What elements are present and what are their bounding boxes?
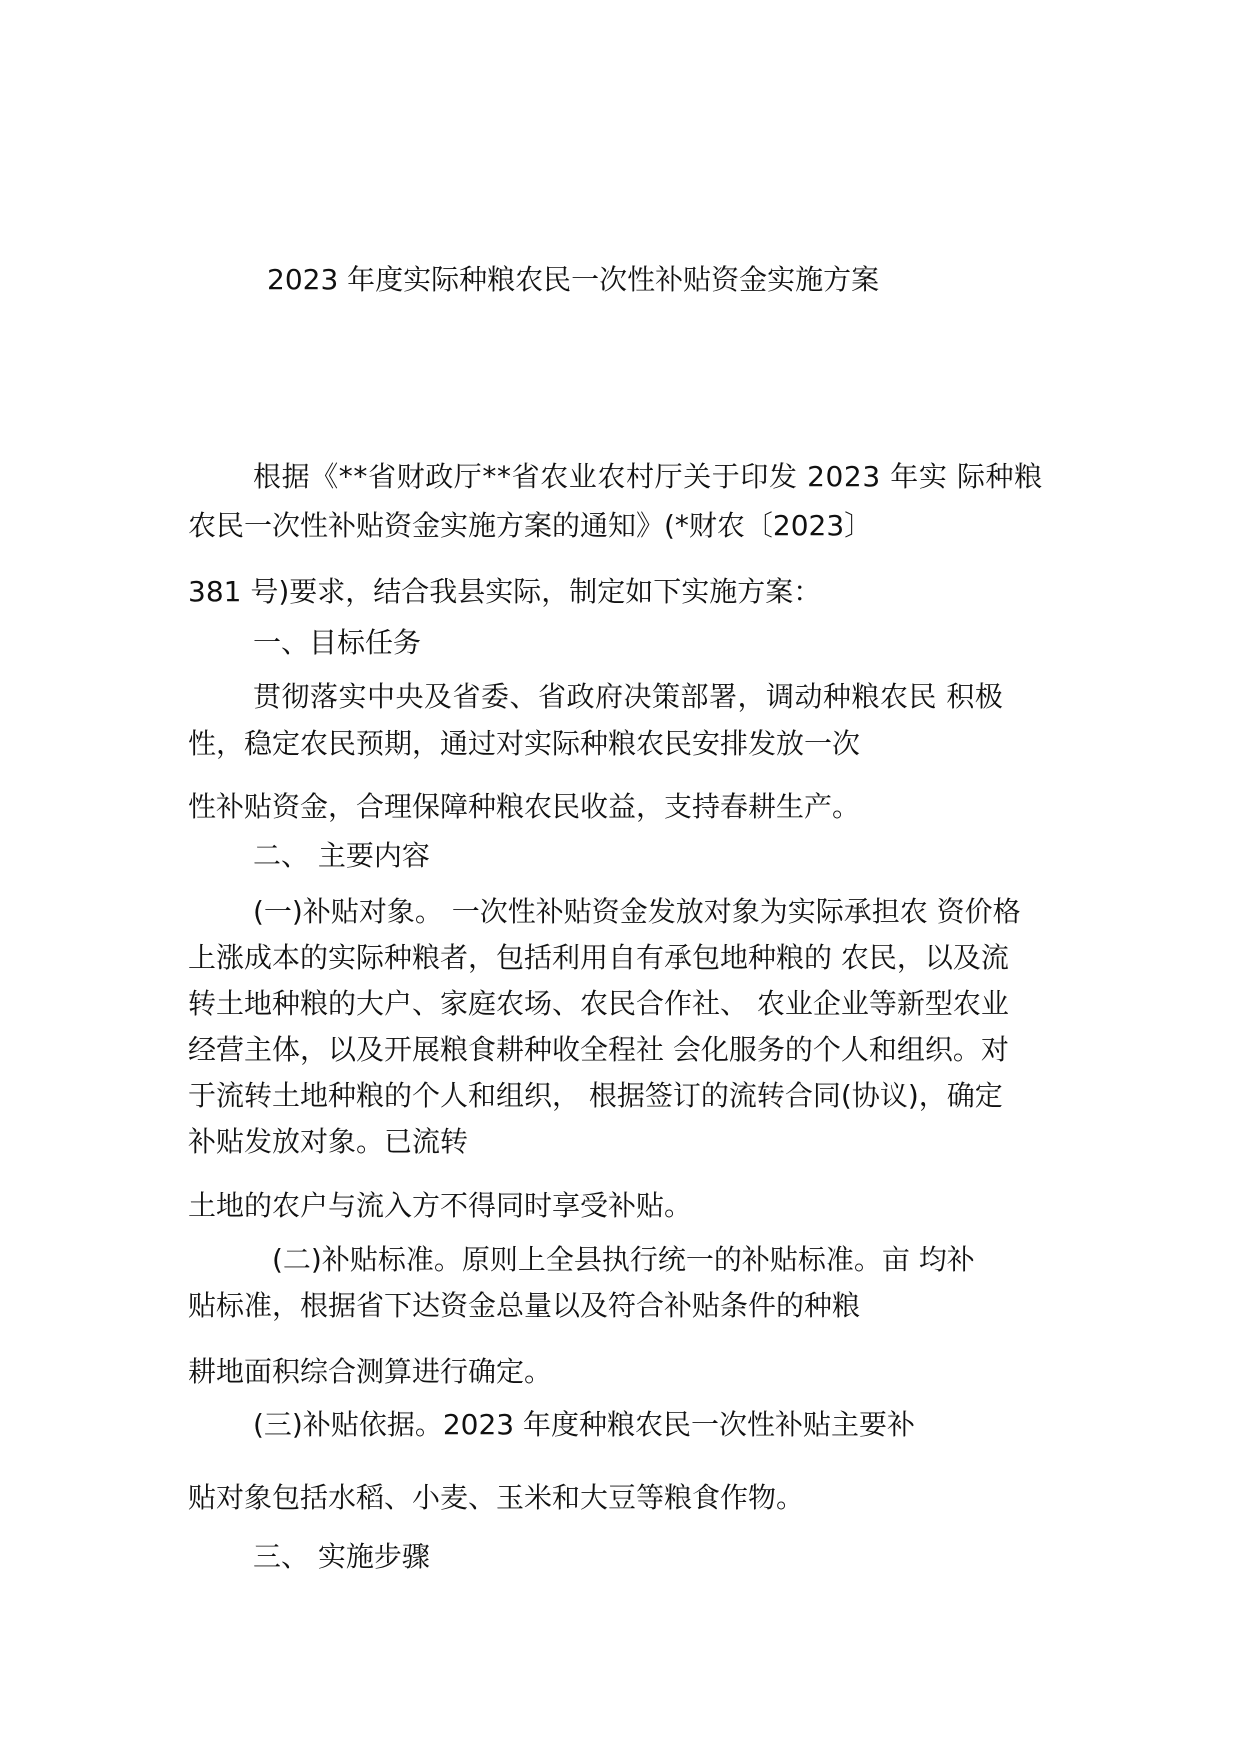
paragraph-line: 农民一次性补贴资金实施方案的通知》(*财农〔2023〕 (188, 509, 873, 542)
paragraph-line: (三)补贴依据。2023 年度种粮农民一次性补贴主要补 (253, 1408, 916, 1441)
section-heading: 一、目标任务 (253, 626, 422, 659)
paragraph-line: (一)补贴对象。 一次性补贴资金发放对象为实际承担农 资价格 (253, 895, 1021, 928)
paragraph-line: 土地的农户与流入方不得同时享受补贴。 (188, 1189, 693, 1222)
paragraph-line: 381 号)要求，结合我县实际，制定如下实施方案： (188, 575, 822, 608)
paragraph-line: 上涨成本的实际种粮者，包括利用自有承包地种粮的 农民，以及流 (188, 941, 1009, 974)
paragraph-line: 贴对象包括水稻、小麦、玉米和大豆等粮食作物。 (188, 1481, 805, 1514)
paragraph-line: 转土地种粮的大户、家庭农场、农民合作社、 农业企业等新型农业 (188, 987, 1009, 1020)
paragraph-line: 贴标准，根据省下达资金总量以及符合补贴条件的种粮 (188, 1289, 861, 1322)
paragraph-line: 经营主体，以及开展粮食耕种收全程社 会化服务的个人和组织。对 (188, 1033, 1009, 1066)
section-heading: 三、 实施步骤 (253, 1540, 430, 1573)
paragraph-line: 根据《**省财政厅**省农业农村厅关于印发 2023 年实 际种粮 (253, 460, 1043, 493)
paragraph-line: 贯彻落实中央及省委、省政府决策部署，调动种粮农民 积极 (253, 680, 1004, 713)
document-title: 2023 年度实际种粮农民一次性补贴资金实施方案 (267, 263, 880, 296)
section-heading: 二、 主要内容 (253, 839, 430, 872)
paragraph-line: 性补贴资金，合理保障种粮农民收益，支持春耕生产。 (188, 790, 861, 823)
paragraph-line: (二)补贴标准。原则上全县执行统一的补贴标准。亩 均补 (272, 1243, 975, 1276)
paragraph-line: 于流转土地种粮的个人和组织， 根据签订的流转合同(协议)，确定 (188, 1079, 1003, 1112)
paragraph-line: 补贴发放对象。已流转 (188, 1125, 469, 1158)
paragraph-line: 性，稳定农民预期，通过对实际种粮农民安排发放一次 (188, 727, 861, 760)
paragraph-line: 耕地面积综合测算进行确定。 (188, 1355, 553, 1388)
